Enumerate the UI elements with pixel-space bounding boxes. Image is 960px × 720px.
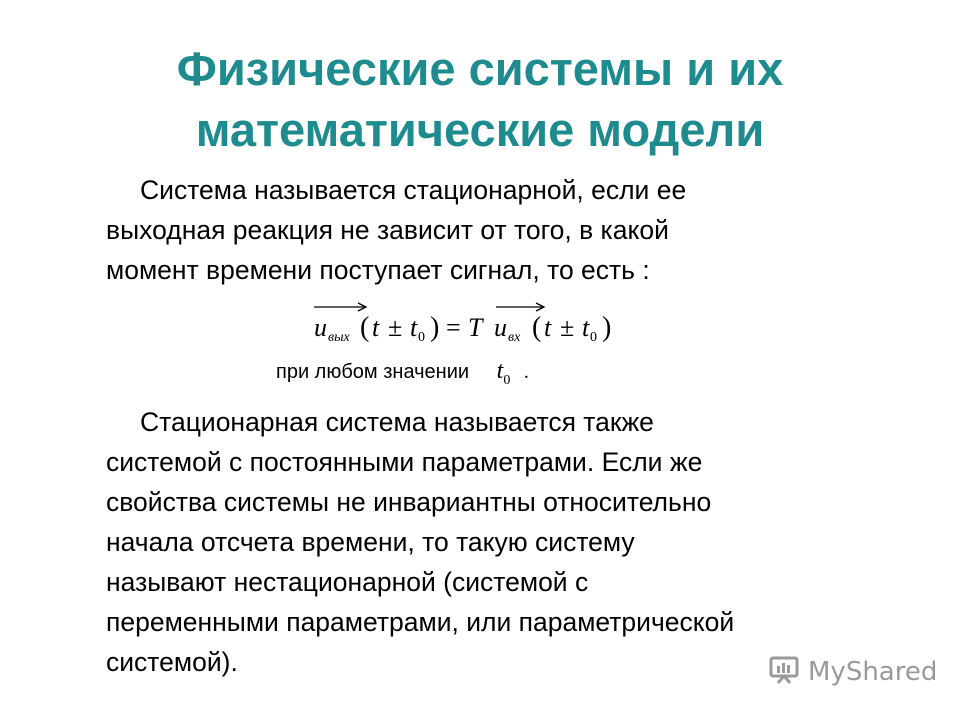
- formula-paren-close-1: ): [430, 312, 440, 343]
- paragraph-line: выходная реакция не зависит от того, в какой: [106, 215, 669, 245]
- formula-paren-open-2: (: [532, 312, 542, 343]
- formula-pm-2: ±: [560, 313, 575, 342]
- formula-paren-open-1: (: [360, 312, 370, 343]
- paragraph-definition: [106, 170, 826, 290]
- formula-operator-T: T: [468, 313, 483, 342]
- formula-t0-2: t: [582, 313, 590, 342]
- condition-t0-letter: t: [496, 358, 504, 384]
- watermark: [768, 655, 937, 689]
- formula-sub-out: вых: [328, 330, 350, 345]
- formula-t-2: t: [544, 313, 552, 342]
- formula-zero-2: 0: [590, 330, 597, 345]
- slide-title: [60, 38, 900, 160]
- formula-paren-close-2: ): [602, 312, 612, 343]
- stationarity-formula: [308, 298, 668, 350]
- paragraph-line: Система называется стационарной, если ее: [140, 175, 687, 205]
- formula-sub-in: вх: [508, 330, 521, 345]
- condition-dot: .: [523, 361, 529, 383]
- formula-u-out: u: [314, 313, 327, 342]
- formula-t0-1: t: [410, 313, 418, 342]
- paragraph-line: свойства системы не инвариантны относительно: [106, 487, 712, 517]
- condition-t0: [496, 358, 511, 388]
- formula-equals: =: [446, 313, 461, 342]
- paragraph-line: Стационарная система называется также: [140, 407, 654, 437]
- condition-text: при любом значении: [276, 361, 470, 383]
- paragraph-line: системой).: [106, 647, 238, 677]
- formula-svg: [308, 298, 668, 350]
- title-line-2: математические модели: [195, 103, 765, 156]
- condition-t0-sub: 0: [503, 372, 511, 388]
- formula-pm-1: ±: [388, 313, 403, 342]
- paragraph-line: переменными параметрами, или параметрической: [106, 607, 735, 637]
- presentation-board-icon: [768, 654, 802, 691]
- paragraph-line: системой с постоянными параметрами. Если же: [106, 447, 703, 477]
- paragraph-stationary-system: [106, 402, 926, 682]
- formula-condition: [276, 358, 529, 390]
- paragraph-line: называют нестационарной (системой с: [106, 567, 589, 597]
- title-line-1: Физические системы и их: [176, 42, 784, 95]
- formula-u-in: u: [494, 313, 507, 342]
- paragraph-line: начала отсчета времени, то такую систему: [106, 527, 635, 557]
- watermark-text: MyShared: [808, 657, 938, 687]
- formula-zero-1: 0: [418, 330, 425, 345]
- paragraph-line: момент времени поступает сигнал, то есть :: [106, 255, 650, 285]
- formula-t-1: t: [372, 313, 380, 342]
